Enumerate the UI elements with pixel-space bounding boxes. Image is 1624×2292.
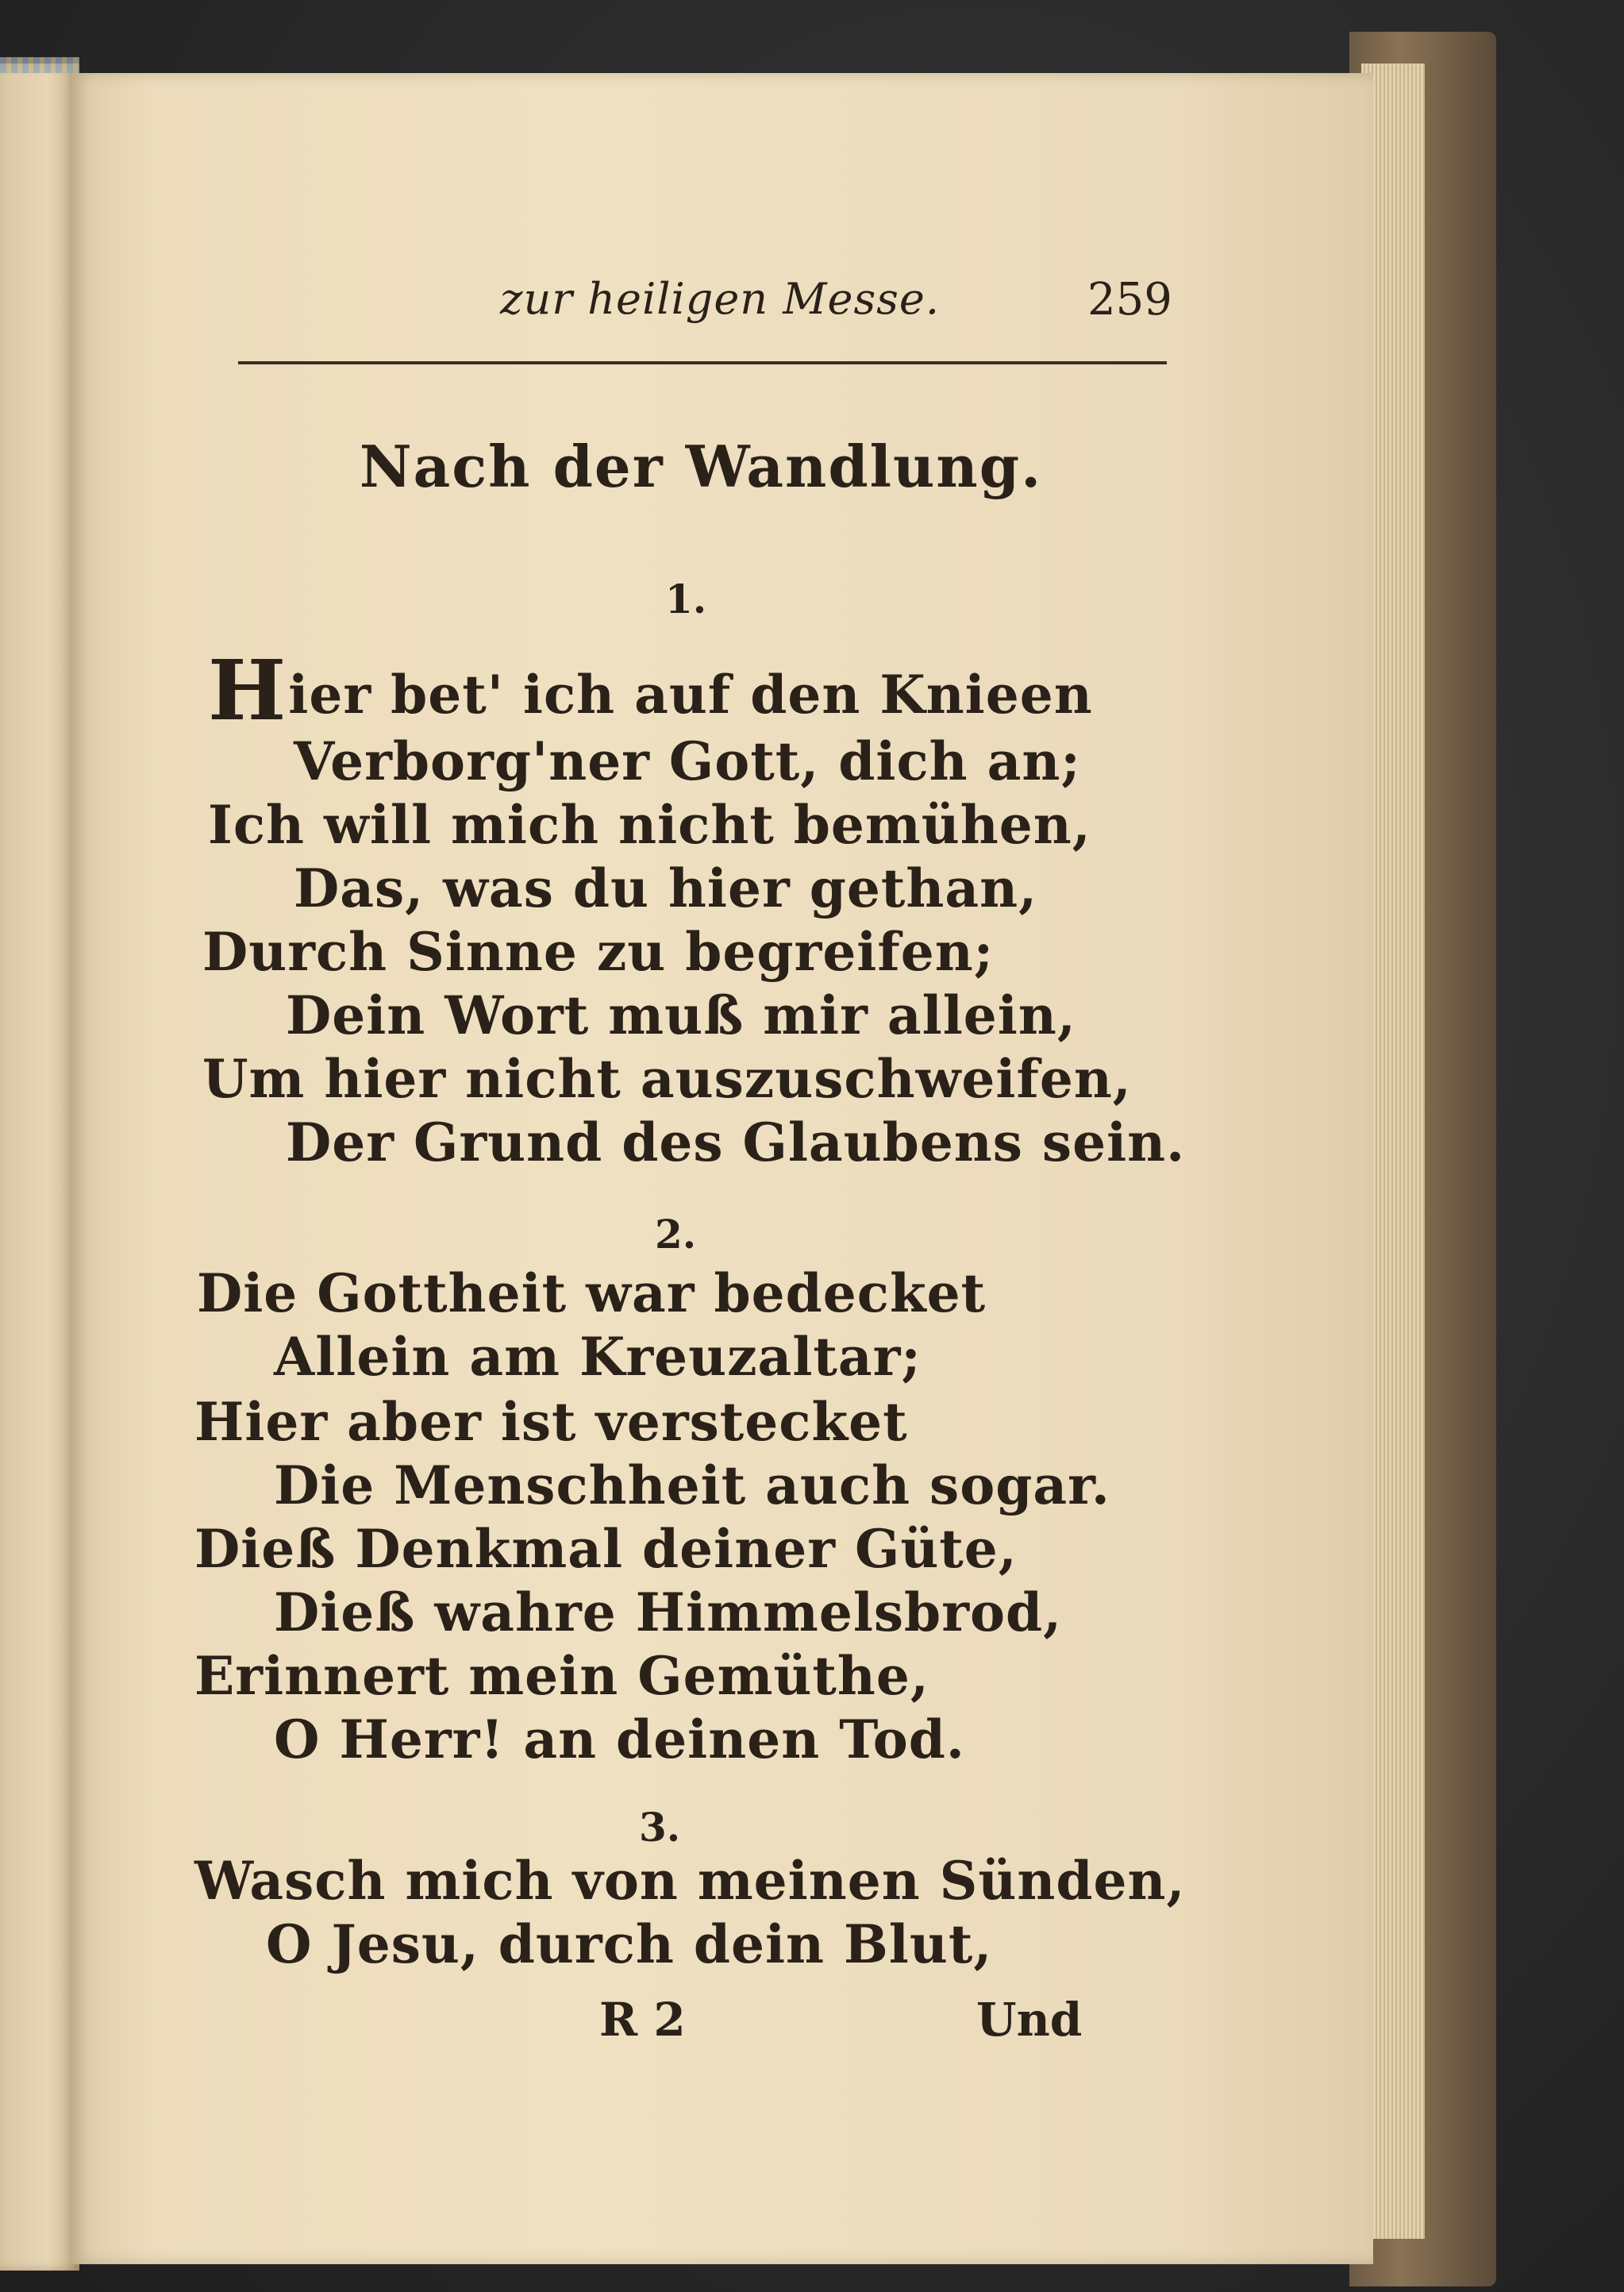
page-number: 259 — [1087, 274, 1172, 326]
verse-line: Die Gottheit war bedecket — [197, 1262, 987, 1324]
header-rule — [238, 361, 1167, 364]
catchword: Und — [976, 1993, 1083, 2047]
signature-mark: R 2 — [599, 1993, 686, 2047]
running-head: zur heiligen Messe. — [500, 274, 941, 324]
verse-line: Der Grund des Glaubens sein. — [286, 1111, 1186, 1173]
verse-line: Das, was du hier gethan, — [294, 857, 1038, 919]
stanza-number: 3. — [639, 1804, 681, 1851]
verse-line: Verborg'ner Gott, dich an; — [294, 730, 1081, 792]
verse-line: Hier aber ist verstecket — [194, 1391, 908, 1453]
verse-line: Ich will mich nicht bemühen, — [208, 794, 1091, 856]
stanza-number: 1. — [665, 576, 707, 622]
verse-line: Wasch mich von meinen Sünden, — [194, 1850, 1186, 1912]
verse-line: Dein Wort muß mir allein, — [286, 984, 1076, 1046]
verse-line: Um hier nicht auszuschweifen, — [202, 1048, 1132, 1110]
stanza-number: 2. — [655, 1211, 697, 1258]
verse-line: Hier bet' ich auf den Knieen — [208, 641, 1093, 739]
verse-line: Dieß Denkmal deiner Güte, — [194, 1518, 1018, 1580]
verse-line: O Jesu, durch dein Blut, — [266, 1913, 993, 1975]
verse-line: Dieß wahre Himmelsbrod, — [274, 1581, 1063, 1643]
verse-line: Durch Sinne zu begreifen; — [202, 921, 995, 983]
drop-cap: H — [208, 641, 287, 739]
verse-line: Allein am Kreuzaltar; — [274, 1326, 922, 1388]
hymn-title: Nach der Wandlung. — [359, 433, 1043, 500]
verse-line: Erinnert mein Gemüthe, — [194, 1645, 929, 1707]
verse-line: O Herr! an deinen Tod. — [274, 1708, 965, 1770]
verse-line: Die Menschheit auch sogar. — [274, 1454, 1110, 1516]
